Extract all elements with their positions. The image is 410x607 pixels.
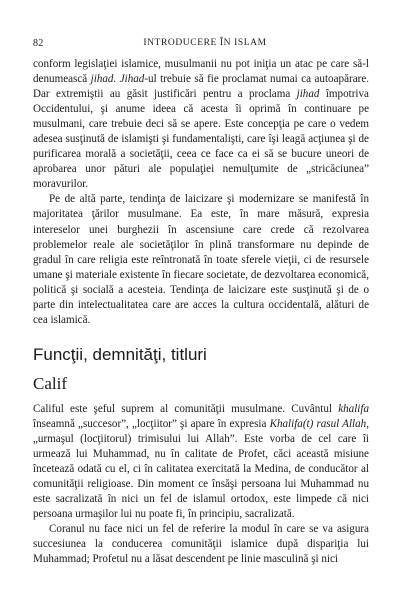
text-run: Pe de altă parte, tendinţa de laicizare şi modernizare se manifestă în majoritatea ţărilor musulmane. Ea este, în mare măsură, expresia intereselor unei burghezii în ascensiune care crede că rezolvarea problemelor reale ale societăţilor în plină transformare nu depinde de gradul în care religia este reîntronată în toate sferele vieţii, ci de resursele umane şi materiale existente în fiecare societate, de dezvoltarea economică, politică şi socială a acesteia. Tendinţa de laicizare este susţinută şi de o parte din intelectualitatea care are acces la cultura occidentală, alături de cea islamică.	[33, 193, 369, 326]
text-run: înseamnă „succesor”, „locţiitor” şi apare în expresia	[33, 418, 270, 431]
italic-text: jihad	[296, 88, 320, 101]
paragraph	[33, 522, 369, 567]
section-heading: Funcţii, demnităţi, titluri	[33, 345, 207, 364]
text-run: , „urmaşul (locţiitorul) trimisului lui Allah”. Este vorba de cel care îi urmează lui Muhammad, nu în calitate de Profet, căci această misiune încetează odată cu el, ci în calitatea exercitată la Medina, de conducător al comunităţii religioase. Din moment ce însăşi persoana lui Muhammad nu este sacralizată în nici un fel de islamul ortodox, este limpede că nici persoana urmaşilor lui nu poate fi, în principiu, sacralizată.	[33, 418, 369, 521]
text-run: -ul trebuie să fie proclamat numai ca autoapărare. Dar extremiştii au găsit justificări pentru a proclama	[33, 73, 370, 101]
italic-text: Khalifa(t) rasul Allah	[269, 418, 367, 431]
text-run: Califul este şeful suprem al comunităţii musulmane. Cuvântul	[33, 403, 339, 415]
italic-text: khalifa	[338, 403, 369, 415]
italic-text: jihad. Jihad	[90, 73, 145, 86]
text-run: conform legislaţiei islamice, musulmanii nu pot iniţia un atac pe care să-l denumească	[33, 58, 369, 86]
text-run: împotriva Occidentului, şi anume ideea că acesta îi oprimă în continuare pe musulmani, care trebuie deci să se apere. Este concepţia pe care o vedem adesea susţinută de islamişti şi fundamentalişti, care îşi leagă acţiunea şi de purificarea morală a societăţii, ceea ce face ca ei să se bucure uneori de aprobarea unor pături ale populaţiei nemulţumite de „stricăciunea” moravurilor.	[33, 88, 369, 191]
paragraph	[33, 402, 369, 522]
body-text-section-1	[33, 57, 369, 328]
paragraph	[33, 192, 369, 327]
running-head: INTRODUCERE ÎN ISLAM	[143, 38, 267, 48]
page-number: 82	[33, 38, 44, 49]
text-run: Coranul nu face nici un fel de referire la modul în care se va asigura succesiunea la conducerea comunităţii islamice după dispariţia lui Muhammad; Profetul nu a lăsat descendent pe linie masculină şi nici	[33, 523, 369, 566]
body-text-section-2	[33, 402, 369, 568]
subsection-heading: Calif	[33, 374, 67, 393]
paragraph	[33, 57, 369, 192]
